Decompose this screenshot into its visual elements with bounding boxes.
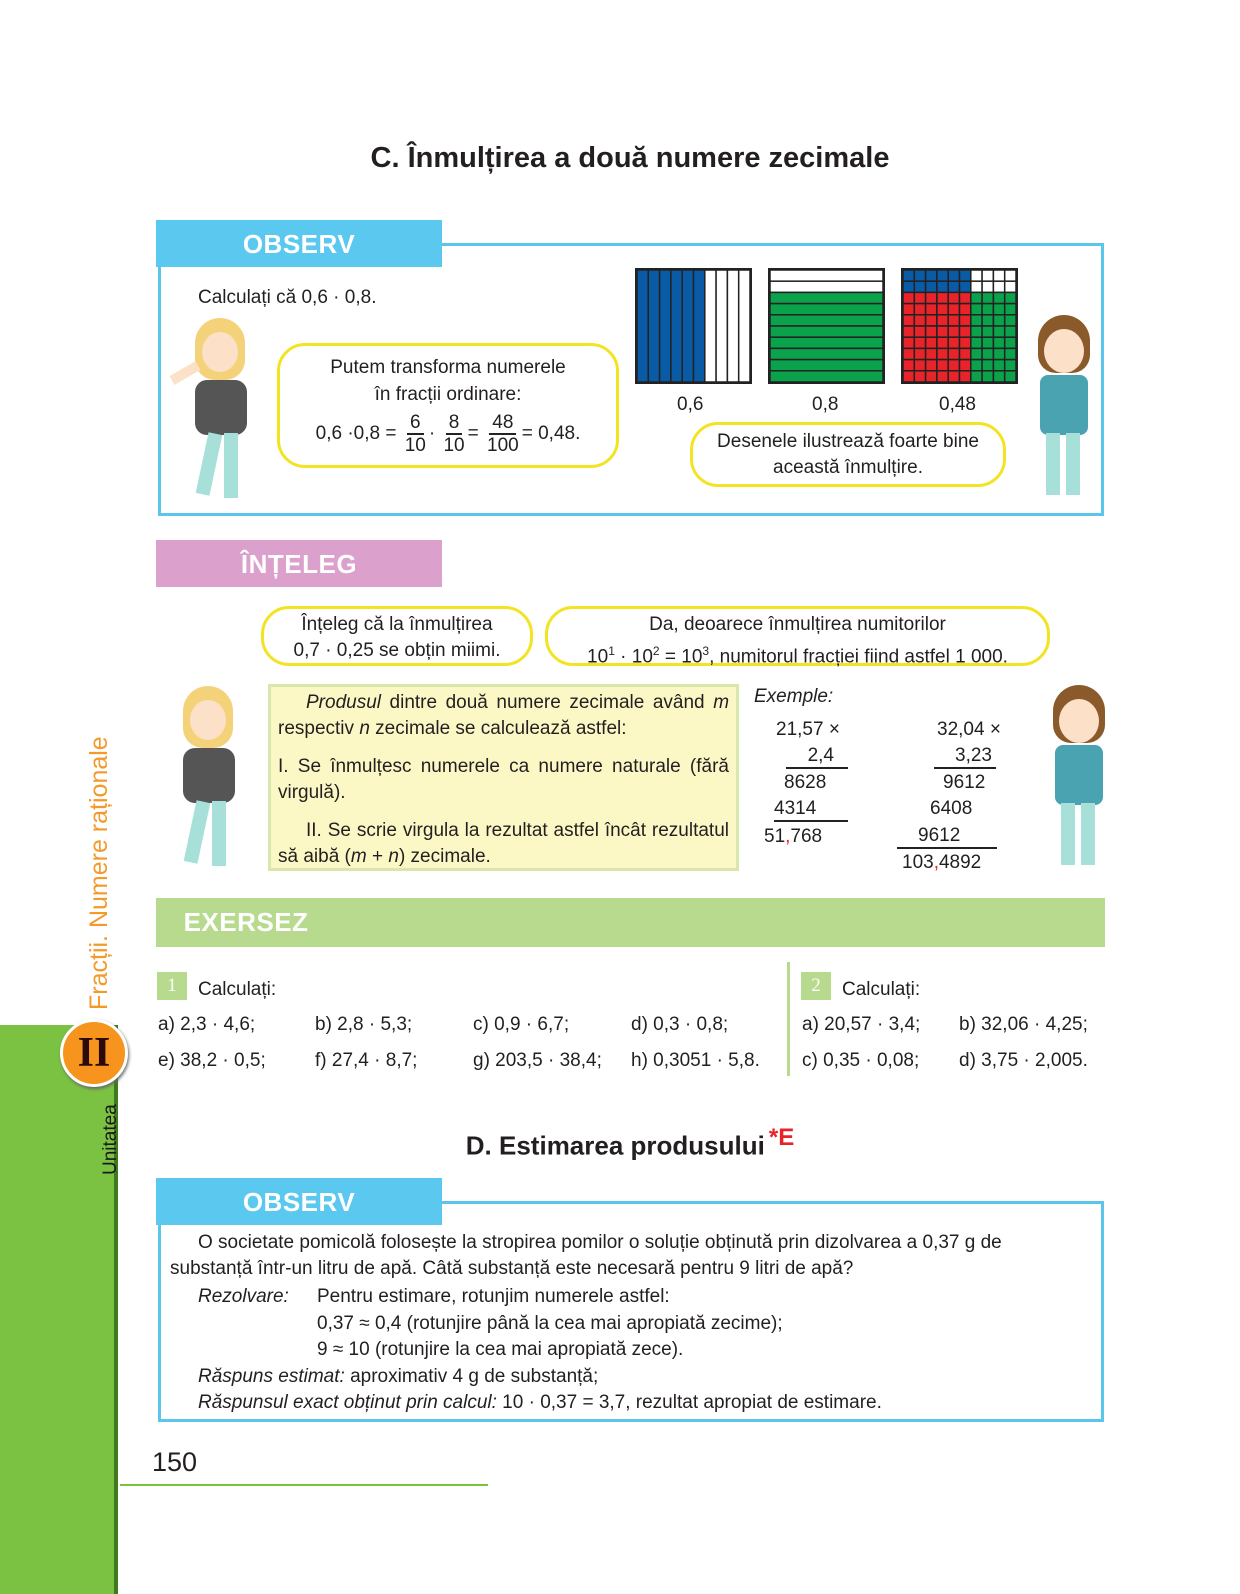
bubble-text: $10^1 \cdot 10^2 = 10^3$, numitorul fracției fiind astfel 1 000.: [587, 644, 1008, 668]
grid-cell: [993, 371, 1004, 382]
ex-line: 9612: [897, 825, 997, 849]
grid-cell: [914, 348, 925, 359]
grid-cell: [1005, 270, 1016, 281]
grid-label: 0,48: [939, 394, 976, 415]
inteleg-tab: ÎNȚELEG: [156, 540, 442, 587]
grid-cell: [660, 270, 671, 382]
grid-cell: [982, 371, 993, 382]
grid-cell: [982, 304, 993, 315]
grid-cell: [903, 315, 914, 326]
grid-cell: [937, 270, 948, 281]
exercise-label: Calculați:: [842, 979, 921, 1000]
exercise-number: 2: [801, 972, 831, 1000]
grid-cell: [971, 315, 982, 326]
fraction-equation: 0,6 ·0,8 = $\frac{6}{10}$ · $\frac{8}{10}$ = $\frac{48}{100}$ = 0,48.: [315, 412, 581, 456]
grid-cell: [903, 292, 914, 303]
grid-cell: [1005, 337, 1016, 348]
eq-text: 0,6 ·0,8 =: [315, 423, 397, 445]
problem-text: substanță într-un litru de apă. Câtă substanță este necesară pentru 9 litri de apă?: [170, 1258, 854, 1279]
grid-cell: [926, 337, 937, 348]
unit-badge: II: [60, 1019, 128, 1087]
solution-text: Pentru estimare, rotunjim numerele astfel:: [317, 1286, 670, 1307]
grid-cell: [716, 270, 727, 382]
grid-cell: [948, 315, 959, 326]
grid-cell: [914, 360, 925, 371]
grid-cell: [971, 292, 982, 303]
grid-cell: [971, 360, 982, 371]
estimated-answer: Răspuns estimat: aproximativ 4 g de substanță;: [198, 1366, 599, 1387]
exercise-item: a) 2,3 · 4,6;: [158, 1014, 256, 1035]
grid-0-6: [635, 268, 752, 384]
solution-label: Rezolvare:: [198, 1286, 289, 1307]
grid-cell: [960, 348, 971, 359]
grid-cell: [903, 304, 914, 315]
grid-cell: [948, 371, 959, 382]
speech-bubble-thousandths: [261, 606, 533, 666]
grid-0-48: [901, 268, 1018, 384]
divider: [787, 962, 790, 1076]
grid-cell: [1005, 360, 1016, 371]
grid-cell: [903, 337, 914, 348]
grid-cell: [648, 270, 659, 382]
grid-cell: [937, 326, 948, 337]
speech-bubble-denominators: [545, 606, 1050, 666]
grid-cell: [637, 270, 648, 382]
grid-cell: [770, 270, 883, 281]
grid-cell: [971, 348, 982, 359]
grid-cell: [948, 270, 959, 281]
grid-cell: [982, 360, 993, 371]
grid-cell: [1005, 304, 1016, 315]
grid-cell: [926, 270, 937, 281]
unit-label: Unitatea: [100, 1104, 121, 1175]
ex-line: 8628: [784, 772, 827, 793]
grid-cell: [948, 281, 959, 292]
grid-cell: [914, 337, 925, 348]
ex-line: 9612: [943, 772, 986, 793]
grid-cell: [770, 304, 883, 315]
grid-cell: [914, 281, 925, 292]
grid-cell: [727, 270, 738, 382]
grid-cell: [993, 281, 1004, 292]
bubble-text: Da, deoarece înmulțirea numitorilor: [649, 614, 946, 635]
grid-cell: [914, 292, 925, 303]
ex-result: 103,4892: [902, 852, 982, 873]
grid-cell: [914, 304, 925, 315]
exercise-item: b) 2,8 · 5,3;: [315, 1014, 413, 1035]
grid-label: 0,6: [677, 394, 704, 415]
ex-result: 51,768: [764, 826, 823, 847]
boy-illustration: [1045, 685, 1110, 875]
grid-cell: [982, 348, 993, 359]
speech-bubble-drawings: [690, 422, 1006, 487]
grid-cell: [948, 360, 959, 371]
section-c-title: C. Înmulțirea a două numere zecimale: [370, 142, 890, 174]
grid-cell: [937, 315, 948, 326]
bubble-text: 0,7 · 0,25 se obțin miimi.: [293, 640, 501, 661]
grid-cell: [960, 315, 971, 326]
grid-cell: [937, 337, 948, 348]
grid-cell: [960, 360, 971, 371]
grid-cell: [993, 270, 1004, 281]
grid-cell: [926, 326, 937, 337]
grid-cell: [903, 360, 914, 371]
grid-cell: [1005, 348, 1016, 359]
grid-cell: [982, 270, 993, 281]
grid-cell: [770, 337, 883, 348]
exercise-item: c) 0,35 · 0,08;: [802, 1050, 920, 1071]
grid-cell: [971, 304, 982, 315]
exercise-item: g) 203,5 · 38,4;: [473, 1050, 602, 1071]
solution-text: 0,37 ≈ 0,4 (rotunjire până la cea mai apropiată zecime);: [317, 1313, 783, 1334]
grid-cell: [937, 292, 948, 303]
grid-cell: [1005, 292, 1016, 303]
grid-cell: [903, 326, 914, 337]
exercise-item: h) 0,3051 · 5,8.: [631, 1050, 760, 1071]
grid-cell: [971, 326, 982, 337]
grid-cell: [948, 326, 959, 337]
exercise-item: e) 38,2 · 0,5;: [158, 1050, 266, 1071]
fraction: $\frac{48}{100}$: [487, 412, 519, 456]
exercise-number: 1: [157, 972, 187, 1000]
grid-cell: [937, 360, 948, 371]
speech-bubble-fractions: [277, 343, 619, 468]
bubble-text: Desenele ilustrează foarte bine: [717, 431, 979, 452]
grid-cell: [770, 348, 883, 359]
enrichment-mark: *E: [768, 1124, 795, 1151]
grid-cell: [914, 326, 925, 337]
grid-cell: [960, 337, 971, 348]
examples-label: Exemple:: [754, 686, 834, 707]
prompt: Calculați că 0,6 · 0,8.: [198, 287, 377, 308]
fraction: $\frac{6}{10}$: [404, 412, 426, 456]
grid-cell: [993, 304, 1004, 315]
grid-cell: [739, 270, 750, 382]
ex-line: 6408: [930, 798, 973, 819]
exercise-item: d) 3,75 · 2,005.: [959, 1050, 1088, 1071]
grid-cell: [982, 281, 993, 292]
girl-illustration: [158, 686, 248, 871]
grid-cell: [971, 281, 982, 292]
grid-cell: [926, 348, 937, 359]
grid-cell: [705, 270, 716, 382]
ex-line: 21,57 ×: [776, 719, 840, 740]
grid-cell: [948, 348, 959, 359]
grid-cell: [937, 281, 948, 292]
grid-cell: [770, 371, 883, 382]
rule-step-2: II. Se scrie virgula la rezultat astfel încât rezultatul să aibă (m + n) zecimale.: [278, 820, 729, 867]
grid-cell: [770, 315, 883, 326]
grid-cell: [1005, 326, 1016, 337]
grid-cell: [903, 281, 914, 292]
grid-cell: [1005, 371, 1016, 382]
grid-cell: [903, 371, 914, 382]
solution-text: 9 ≈ 10 (rotunjire la cea mai apropiată zece).: [317, 1339, 684, 1360]
grid-cell: [982, 326, 993, 337]
section-d-title: D. Estimarea produsului $^{*E}$: [465, 1124, 795, 1161]
page-number: 150: [152, 1447, 198, 1477]
grid-cell: [993, 326, 1004, 337]
grid-cell: [903, 270, 914, 281]
grid-cell: [770, 292, 883, 303]
grid-cell: [694, 270, 705, 382]
bubble-text: această înmulțire.: [773, 457, 923, 478]
girl-illustration: [170, 318, 260, 503]
grid-cell: [926, 315, 937, 326]
ex-line: 4314: [774, 798, 848, 822]
grid-cell: [926, 292, 937, 303]
problem-text: O societate pomicolă folosește la stropirea pomilor o soluție obținută prin dizolvarea a 0,37 g de: [198, 1232, 1002, 1253]
exersez-tab: EXERSEZ: [183, 907, 309, 937]
exercise-item: b) 32,06 · 4,25;: [959, 1014, 1088, 1035]
grid-cell: [926, 371, 937, 382]
grid-cell: [960, 371, 971, 382]
footer-line: [120, 1484, 488, 1486]
grid-cell: [937, 304, 948, 315]
grid-cell: [948, 304, 959, 315]
grid-cell: [770, 360, 883, 371]
ex-line: 3,23: [934, 745, 996, 769]
grid-cell: [993, 337, 1004, 348]
grid-cell: [926, 304, 937, 315]
grid-cell: [948, 337, 959, 348]
grid-cell: [770, 281, 883, 292]
rule-box: [268, 684, 739, 871]
grid-cell: [960, 304, 971, 315]
grid-cell: [937, 348, 948, 359]
grid-0-8: [768, 268, 885, 384]
grid-cell: [971, 371, 982, 382]
fraction: $\frac{8}{10}$: [443, 412, 465, 456]
boy-illustration: [1030, 315, 1095, 505]
grid-cell: [948, 292, 959, 303]
bubble-text: în fracții ordinare:: [374, 384, 522, 405]
grid-cell: [982, 315, 993, 326]
grid-cell: [971, 270, 982, 281]
exercise-item: a) 20,57 · 3,4;: [802, 1014, 921, 1035]
grid-cell: [971, 337, 982, 348]
grid-cell: [926, 281, 937, 292]
grid-cell: [937, 371, 948, 382]
exercise-item: c) 0,9 · 6,7;: [473, 1014, 570, 1035]
grid-cell: [671, 270, 682, 382]
grid-cell: [914, 270, 925, 281]
grid-cell: [993, 292, 1004, 303]
grid-cell: [914, 315, 925, 326]
grid-cell: [1005, 315, 1016, 326]
grid-cell: [682, 270, 693, 382]
grid-label: 0,8: [812, 394, 839, 415]
exact-answer: Răspunsul exact obținut prin calcul: 10 · 0,37 = 3,7, rezultat apropiat de estimare.: [198, 1392, 882, 1413]
grid-cell: [926, 360, 937, 371]
chapter-label: Fracții. Numere raționale: [85, 736, 113, 1010]
rule-text: Produsul dintre două numere zecimale având m respectiv n zecimale se calculează astfel:: [278, 692, 730, 739]
ex-line: 32,04 ×: [937, 719, 1001, 740]
grid-cell: [982, 337, 993, 348]
ex-line: 2,4: [786, 745, 848, 769]
grid-cell: [770, 326, 883, 337]
grid-cell: [903, 348, 914, 359]
bubble-text: Putem transforma numerele: [330, 357, 566, 378]
grid-cell: [993, 360, 1004, 371]
grid-cell: [993, 348, 1004, 359]
grid-cell: [960, 326, 971, 337]
grid-cell: [1005, 281, 1016, 292]
exercise-item: d) 0,3 · 0,8;: [631, 1014, 729, 1035]
grid-cell: [960, 270, 971, 281]
observ-tab: OBSERV: [156, 220, 442, 267]
bubble-text: Înțeleg că la înmulțirea: [301, 614, 493, 635]
grid-cell: [960, 281, 971, 292]
grid-cell: [960, 292, 971, 303]
rule-step-1: I. Se înmulțesc numerele ca numere naturale (fără virgulă).: [278, 756, 729, 803]
exercise-label: Calculați:: [198, 979, 277, 1000]
grid-cell: [993, 315, 1004, 326]
observ-tab-2: OBSERV: [156, 1178, 442, 1225]
grid-cell: [982, 292, 993, 303]
grid-cell: [914, 371, 925, 382]
exercise-item: f) 27,4 · 8,7;: [315, 1050, 418, 1071]
